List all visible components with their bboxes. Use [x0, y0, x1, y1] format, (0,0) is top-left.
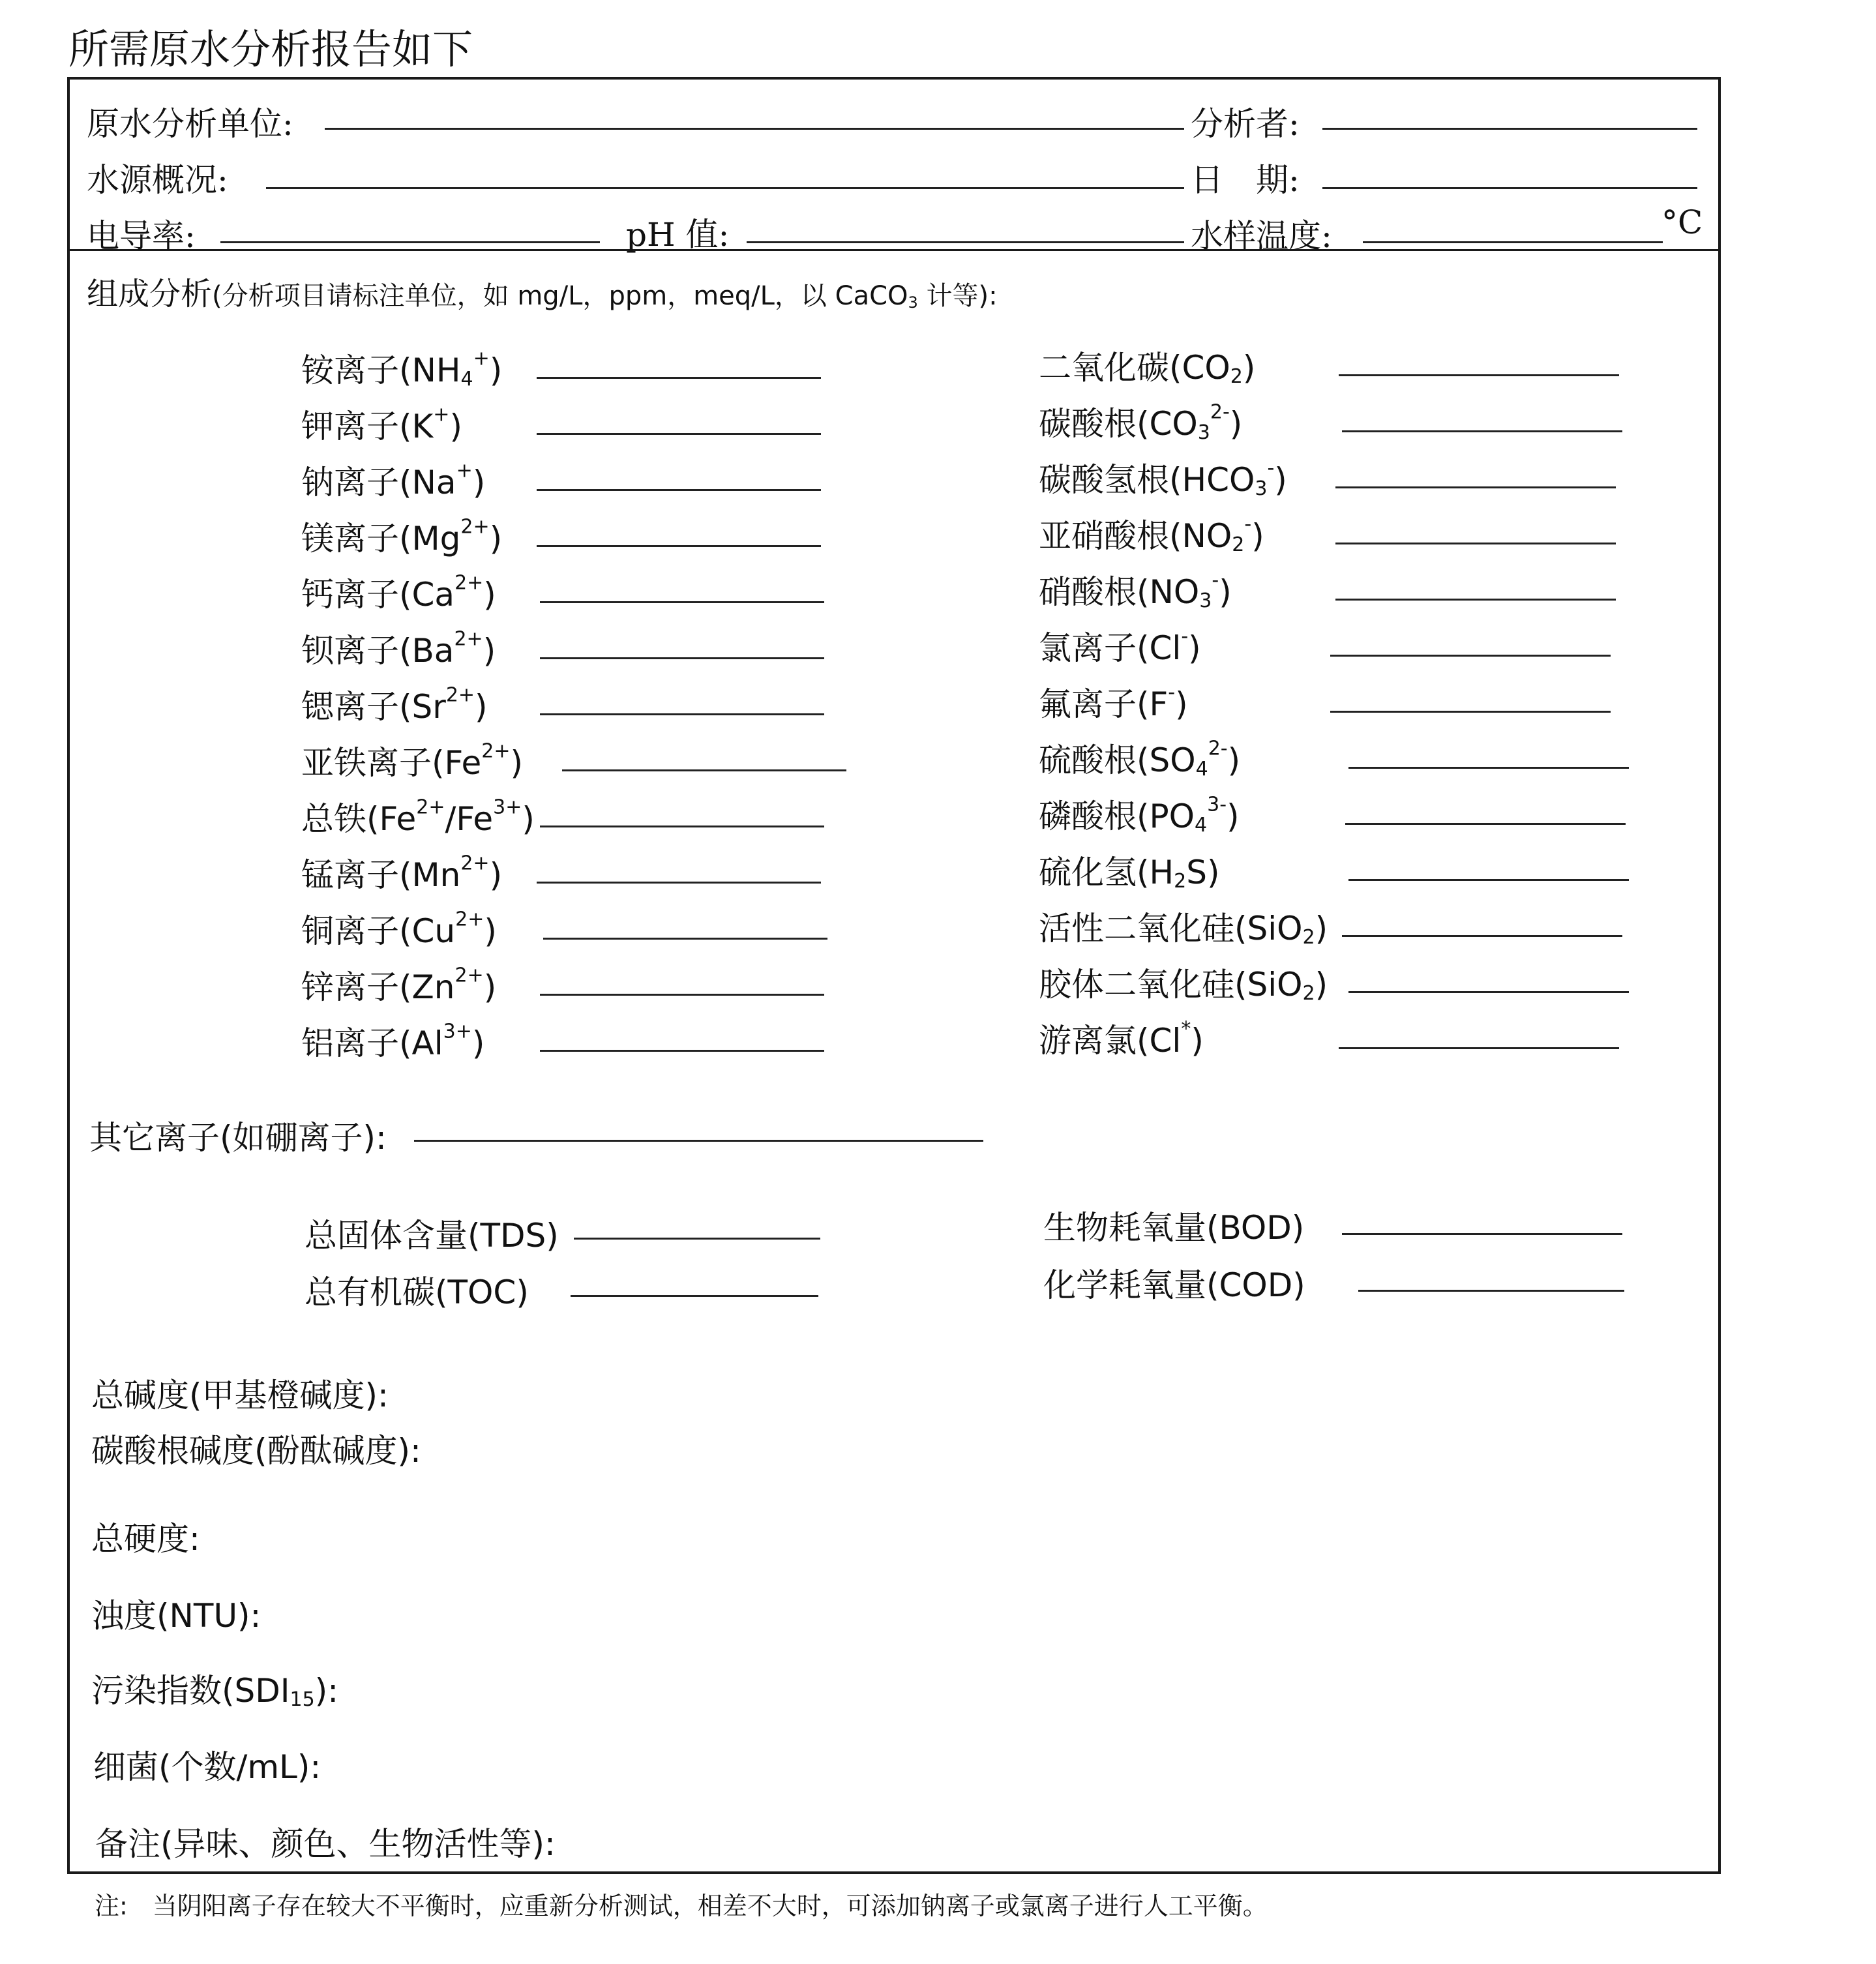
cation-value-field[interactable]: [537, 377, 821, 379]
anion-name: 硫化氢(H: [1039, 854, 1174, 891]
remarks-label: 备注(异味、颜色、生物活性等):: [95, 1825, 556, 1863]
cation-tail: ): [522, 800, 535, 838]
anion-name: 活性二氧化硅(SiO: [1039, 910, 1303, 947]
anion-subscript: 4: [1195, 758, 1208, 781]
temp-unit: °C: [1661, 203, 1703, 241]
anion-superscript: -: [1244, 513, 1252, 536]
bod-field[interactable]: [1342, 1233, 1622, 1235]
cation-superscript: 2+: [454, 964, 484, 987]
cation-value-field[interactable]: [540, 994, 824, 996]
anion-tail: ): [1219, 573, 1232, 611]
anion-value-field[interactable]: [1348, 767, 1629, 769]
cation-label: [301, 681, 488, 728]
anion-label: [1039, 342, 1255, 389]
anion-value-field[interactable]: [1345, 823, 1626, 825]
cation-name: 钠离子(Na: [301, 464, 456, 501]
anion-label: [1039, 1015, 1204, 1062]
anion-label: [1039, 510, 1264, 557]
anion-name: 硝酸根(NO: [1039, 573, 1200, 611]
anion-subscript: 3: [1255, 477, 1268, 500]
cation-value-field[interactable]: [540, 657, 824, 659]
anion-label: [1039, 622, 1201, 669]
cation-label: [301, 569, 496, 616]
cation-name: 总铁(Fe: [301, 800, 417, 838]
anion-tail: ): [1188, 629, 1201, 667]
analyst-label: 分析者:: [1191, 105, 1300, 143]
cation-tail: ): [471, 1024, 485, 1062]
cation-tail: ): [510, 744, 524, 782]
cation-value-field[interactable]: [540, 713, 824, 715]
toc-field[interactable]: [571, 1295, 818, 1297]
cod-field[interactable]: [1358, 1290, 1624, 1292]
turbidity-label: 浊度(NTU):: [91, 1597, 261, 1635]
cation-superscript: 2+: [455, 908, 484, 931]
cation-label: [301, 456, 485, 503]
cation-superscript: +: [433, 403, 450, 426]
anion-name: 硫酸根(SO: [1039, 741, 1196, 779]
cation-tail: ): [489, 520, 503, 558]
cation-tail: /Fe: [445, 800, 494, 838]
tds-label: 总固体含量(TDS): [305, 1217, 559, 1255]
composition-hint: (分析项目请标注单位，如 mg/L，ppm，meq/L，以 CaCO: [212, 281, 908, 311]
cation-superscript: 2+: [416, 796, 445, 819]
cation-superscript: 2+: [460, 852, 490, 875]
date-label: 日 期:: [1191, 161, 1300, 199]
anion-subscript: 2: [1230, 365, 1243, 388]
cation-superscript: 2+: [445, 683, 475, 707]
other-ions-label: 其它离子(如硼离子):: [89, 1119, 387, 1157]
anion-value-field[interactable]: [1342, 430, 1622, 432]
anion-value-field[interactable]: [1348, 879, 1629, 881]
anion-value-field[interactable]: [1339, 1047, 1619, 1049]
tds-field[interactable]: [574, 1238, 820, 1240]
cation-tail: ): [449, 408, 462, 445]
temp-field[interactable]: [1363, 241, 1663, 243]
carbonate-alkalinity-label: 碳酸根碱度(酚酞碱度):: [91, 1432, 421, 1470]
cation-value-field[interactable]: [543, 938, 827, 940]
cation-label: [301, 793, 535, 840]
unit-field[interactable]: [325, 128, 1184, 130]
total-alkalinity-label: 总碱度(甲基橙碱度):: [91, 1376, 389, 1414]
anion-superscript: *: [1181, 1017, 1191, 1041]
cation-tail: ): [489, 351, 503, 389]
cation-name: 铵离子(NH: [301, 351, 461, 389]
cation-label: [301, 625, 496, 672]
cation-name: 锰离子(Mn: [301, 856, 461, 894]
composition-hint-sub: 3: [908, 293, 918, 312]
anion-name: 亚硝酸根(NO: [1039, 517, 1232, 555]
anion-label: [1039, 959, 1328, 1005]
cation-tail: ): [483, 632, 496, 670]
anion-tail: ): [1251, 517, 1264, 555]
anion-value-field[interactable]: [1342, 935, 1622, 937]
anion-value-field[interactable]: [1339, 374, 1619, 376]
anion-subscript: 3: [1199, 589, 1212, 612]
anion-value-field[interactable]: [1348, 991, 1629, 993]
toc-label: 总有机碳(TOC): [305, 1273, 529, 1311]
cation-label: [301, 400, 462, 447]
sdi-tail: ):: [314, 1672, 339, 1710]
unit-label: 原水分析单位:: [87, 105, 293, 143]
anion-value-field[interactable]: [1335, 599, 1616, 601]
anion-tail: S): [1186, 854, 1220, 891]
anion-label: [1039, 790, 1240, 837]
footnote: 注: 当阴阳离子存在较大不平衡时，应重新分析测试，相差不大时，可添加钠离子或氯离子进行人工平衡。: [95, 1892, 1268, 1920]
other-ions-field[interactable]: [414, 1140, 983, 1142]
date-field[interactable]: [1322, 187, 1697, 189]
anion-subscript: 2: [1174, 870, 1187, 893]
cation-label: [301, 849, 502, 896]
anion-name: 碳酸氢根(HCO: [1039, 461, 1255, 499]
cation-label: [301, 737, 523, 784]
conductivity-label: 电导率:: [87, 217, 196, 255]
anion-tail: ): [1315, 910, 1328, 947]
anion-superscript: 3-: [1207, 793, 1227, 816]
cation-name: 锌离子(Zn: [301, 968, 455, 1006]
cation-label: [301, 961, 496, 1008]
cation-label: [301, 513, 502, 559]
cation-tail: ): [484, 912, 497, 950]
analyst-field[interactable]: [1322, 128, 1697, 130]
source-field[interactable]: [266, 187, 1184, 189]
cation-value-field[interactable]: [537, 489, 821, 491]
anion-superscript: -: [1181, 625, 1189, 648]
sdi-sub: 15: [290, 1688, 315, 1711]
cation-superscript: +: [456, 459, 473, 483]
total-hardness-label: 总硬度:: [91, 1520, 200, 1558]
anion-name: 游离氯(Cl: [1039, 1022, 1182, 1060]
cation-tail: ): [483, 576, 496, 614]
anion-subscript: 2: [1302, 982, 1315, 1005]
anion-tail: ): [1227, 741, 1241, 779]
cation-value-field[interactable]: [537, 433, 821, 435]
anion-value-field[interactable]: [1330, 655, 1611, 657]
cation-name: 铜离子(Cu: [301, 912, 456, 950]
anion-subscript: 3: [1197, 421, 1210, 444]
anion-superscript: 2-: [1210, 400, 1230, 424]
temp-label: 水样温度:: [1191, 217, 1332, 255]
bod-label: 生物耗氧量(BOD): [1043, 1209, 1305, 1247]
anion-tail: ): [1274, 461, 1287, 499]
anion-name: 碳酸根(CO: [1039, 405, 1198, 443]
anion-superscript: 2-: [1208, 737, 1228, 760]
anion-subscript: 2: [1232, 533, 1245, 556]
cation-superscript: +: [473, 347, 490, 370]
anion-value-field[interactable]: [1335, 543, 1616, 544]
anion-label: [1039, 902, 1328, 949]
anion-name: 磷酸根(PO: [1039, 797, 1195, 835]
cation-label: [301, 1017, 484, 1064]
cation-tail: ): [475, 688, 488, 726]
ph-label: pH 值:: [626, 216, 730, 254]
anion-label: [1039, 678, 1188, 725]
cation-superscript: 2+: [481, 739, 511, 763]
cation-value-field[interactable]: [540, 601, 824, 603]
conductivity-field[interactable]: [220, 241, 600, 243]
page-title: 所需原水分析报告如下: [68, 25, 473, 73]
ph-field[interactable]: [747, 241, 1184, 243]
anion-name: 氯离子(Cl: [1039, 629, 1182, 667]
cation-value-field[interactable]: [562, 769, 846, 771]
anion-value-field[interactable]: [1330, 711, 1611, 713]
cation-name: 亚铁离子(Fe: [301, 744, 482, 782]
cation-label: [301, 905, 497, 952]
cation-tail: ): [483, 968, 497, 1006]
cation-name: 锶离子(Sr: [301, 688, 446, 726]
cation-tail: ): [472, 464, 486, 501]
anion-name: 二氧化碳(CO: [1039, 349, 1230, 387]
cation-tail: ): [489, 856, 503, 894]
cation-name: 钡离子(Ba: [301, 632, 454, 670]
cation-name: 铝离子(Al: [301, 1024, 443, 1062]
source-label: 水源概况:: [87, 161, 228, 199]
bacteria-label: 细菌(个数/mL):: [93, 1748, 321, 1786]
anion-tail: ): [1191, 1022, 1204, 1060]
anion-tail: ): [1175, 685, 1188, 723]
cation-superscript: 3+: [493, 796, 522, 819]
anion-name: 胶体二氧化硅(SiO: [1039, 966, 1303, 1004]
cation-name: 钙离子(Ca: [301, 576, 455, 614]
cation-superscript: 2+: [454, 571, 484, 595]
anion-tail: ): [1227, 797, 1240, 835]
cation-name: 镁离子(Mg: [301, 520, 461, 558]
cation-name: 钾离子(K: [301, 408, 434, 445]
composition-heading: [87, 269, 998, 314]
anion-label: [1039, 566, 1232, 613]
anion-label: [1039, 398, 1242, 445]
composition-label: 组成分析: [87, 276, 213, 312]
cation-value-field[interactable]: [540, 1050, 824, 1052]
anion-label: [1039, 734, 1240, 781]
composition-hint-end: 计等):: [917, 281, 998, 311]
cation-superscript: 2+: [460, 515, 490, 539]
header-divider: [67, 249, 1721, 251]
anion-label: [1039, 454, 1287, 501]
anion-tail: ): [1315, 966, 1328, 1004]
anion-superscript: -: [1212, 569, 1219, 592]
anion-label: [1039, 846, 1219, 893]
anion-value-field[interactable]: [1335, 486, 1616, 488]
cod-label: 化学耗氧量(COD): [1043, 1266, 1305, 1304]
anion-superscript: -: [1168, 681, 1176, 704]
cation-value-field[interactable]: [537, 545, 821, 547]
cation-label: [301, 344, 502, 391]
anion-subscript: 2: [1302, 926, 1315, 949]
anion-tail: ): [1242, 349, 1256, 387]
cation-subscript: 4: [460, 368, 473, 391]
anion-subscript: 4: [1195, 814, 1208, 837]
anion-name: 氟离子(F: [1039, 685, 1169, 723]
cation-superscript: 3+: [443, 1020, 472, 1043]
cation-superscript: 2+: [454, 627, 483, 651]
cation-value-field[interactable]: [537, 882, 821, 884]
anion-superscript: -: [1267, 456, 1275, 480]
cation-value-field[interactable]: [540, 826, 824, 827]
sdi-text: 污染指数(SDI: [91, 1672, 290, 1710]
sdi-label: [91, 1665, 338, 1712]
anion-tail: ): [1229, 405, 1243, 443]
